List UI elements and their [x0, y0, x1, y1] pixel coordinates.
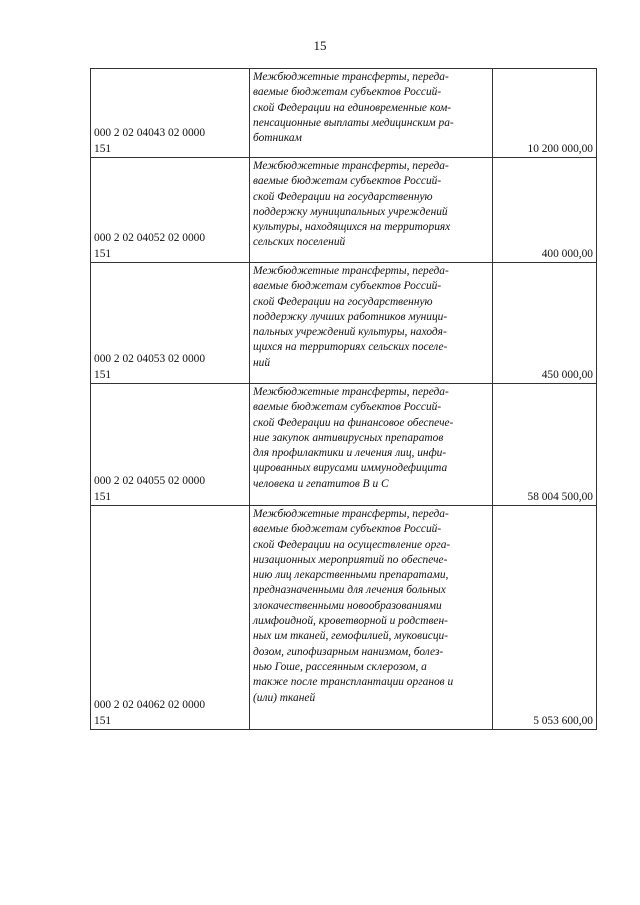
budget-code-cell [91, 506, 250, 730]
description-line: цированных вирусами иммунодефицита [253, 462, 448, 475]
amount-cell: 10 200 000,00 [493, 69, 597, 158]
description-line: ваемые бюджетам субъектов Россий- [253, 175, 442, 188]
budget-code-line: 000 2 02 04062 02 0000 [94, 699, 206, 712]
table-row [91, 506, 597, 730]
description-line: пенсационные выплаты медицинским ра- [253, 116, 454, 129]
budget-code-line: 000 2 02 04052 02 0000 [94, 232, 206, 245]
description-line: человека и гепатитов В и С [253, 477, 389, 490]
budget-code-line: 151 [94, 368, 112, 381]
description-line: Межбюджетные трансферты, переда- [253, 386, 449, 398]
amount-cell: 400 000,00 [493, 158, 597, 263]
budget-code-cell [91, 263, 250, 384]
description-line: ных им тканей, гемофилией, муковисци- [253, 630, 449, 643]
description-line: ваемые бюджетам субъектов Россий- [253, 86, 442, 99]
budget-code-line: 000 2 02 04043 02 0000 [94, 127, 206, 140]
page-number: 15 [313, 38, 327, 53]
description-line: сельских поселений [253, 236, 346, 249]
description-line: поддержку лучших работников муници- [253, 310, 448, 323]
budget-code-cell [91, 158, 250, 263]
amount-cell: 450 000,00 [493, 263, 597, 384]
description-line: Межбюджетные трансферты, переда- [253, 160, 449, 172]
description-line: ской Федерации на осуществление орга- [253, 538, 451, 551]
budget-code-line: 151 [94, 714, 112, 727]
description-line: ваемые бюджетам субъектов Россий- [253, 280, 442, 293]
description-line: предназначенными для лечения больных [253, 584, 446, 597]
description-line: низационных мероприятий по обеспече- [253, 553, 448, 566]
description-cell [250, 384, 493, 506]
description-line: злокачественными новообразованиями [253, 599, 442, 612]
description-line: лимфоидной, кроветворной и родствен- [253, 615, 448, 628]
description-line: ской Федерации на государственную [253, 190, 433, 203]
budget-code-line: 151 [94, 490, 112, 503]
description-cell [250, 158, 493, 263]
description-line: Межбюджетные трансферты, переда- [253, 71, 449, 83]
description-line: ской Федерации на единовременные ком- [253, 101, 452, 114]
description-cell [250, 263, 493, 384]
description-line: ской Федерации на финансовое обеспече- [253, 416, 454, 429]
description-line: нию лиц лекарственными препаратами, [253, 569, 449, 582]
description-line: ний [253, 356, 271, 369]
description-line: культуры, находящихся на территориях [253, 221, 451, 234]
description-line: ской Федерации на государственную [253, 295, 433, 308]
budget-code-line: 151 [94, 247, 112, 260]
description-cell [250, 506, 493, 730]
budget-code-line: 151 [94, 142, 112, 155]
description-line: щихся на территориях сельских поселе- [253, 341, 448, 354]
table-row [91, 263, 597, 384]
budget-code-line: 000 2 02 04053 02 0000 [94, 353, 206, 366]
description-line: для профилактики и лечения лиц, инфи- [253, 447, 447, 460]
description-line: ваемые бюджетам субъектов Россий- [253, 523, 442, 536]
budget-table [90, 68, 597, 730]
budget-code-line: 000 2 02 04055 02 0000 [94, 475, 206, 488]
description-line: ботникам [253, 132, 302, 145]
budget-code-cell [91, 384, 250, 506]
amount-cell: 58 004 500,00 [493, 384, 597, 506]
description-line: поддержку муниципальных учреждений [253, 205, 448, 218]
description-line: пальных учреждений культуры, находя- [253, 326, 447, 339]
table-row [91, 384, 597, 506]
amount-cell: 5 053 600,00 [493, 506, 597, 730]
description-line: также после трансплантации органов и [253, 676, 454, 689]
description-line: нью Гоше, рассеянным склерозом, а [253, 660, 427, 673]
description-line: дозом, гипофизарным нанизмом, болез- [253, 645, 444, 658]
description-line: (или) тканей [253, 691, 316, 704]
description-cell [250, 69, 493, 158]
description-line: Межбюджетные трансферты, переда- [253, 265, 449, 277]
table-row [91, 158, 597, 263]
budget-code-cell [91, 69, 250, 158]
description-line: Межбюджетные трансферты, переда- [253, 508, 449, 520]
description-line: ние закупок антивирусных препаратов [253, 431, 444, 444]
table-row [91, 69, 597, 158]
description-line: ваемые бюджетам субъектов Россий- [253, 401, 442, 414]
